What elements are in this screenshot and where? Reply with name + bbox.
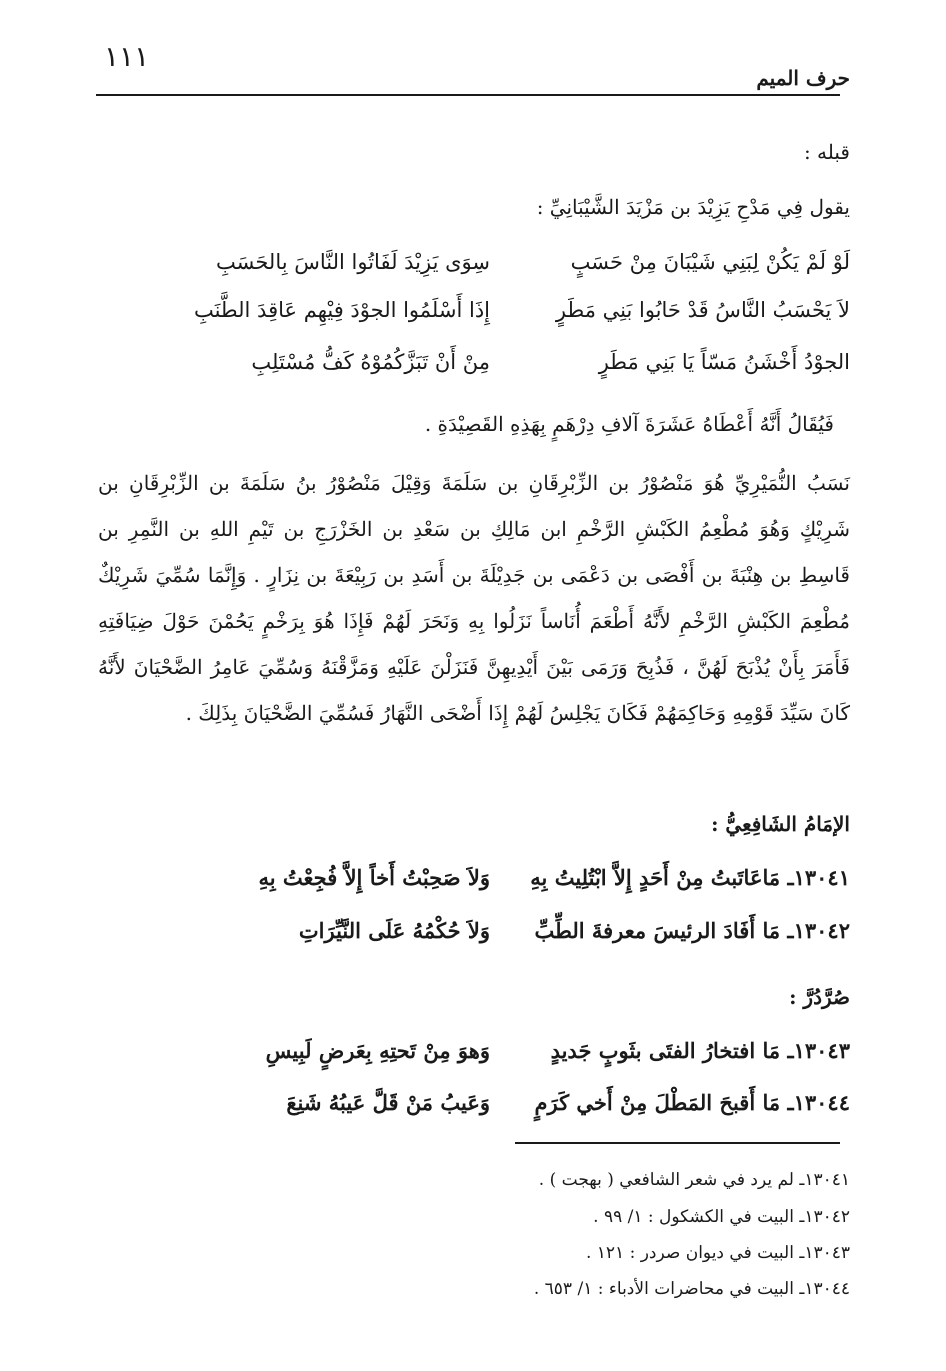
verse-13042-left: وَلاَ حُكْمُهُ عَلَى النَّيِّرَاتِ xyxy=(298,918,490,943)
genealogy-paragraph: نَسَبُ النُّمَيْرِيِّ هُوَ مَنْصُوْرُ بن الزِّبْرِقَانِ بن سَلَمَةَ وَقِيْلَ مَنْصُوْرُ بنُ سَلَمَةَ بن الزِّبْرِقَانِ بن شَرِيْكٍ وَهُوَ مُطْعِمُ الكَبْشِ الرَّخْمِ ابن مَالِكِ بن سَعْدِ بن الخَزْرَجِ بن تَيْمِ اللهِ بن النَّمِرِ بن قَاسِطِ بن هِنْبَةَ بن أَفْصَى بن دَعْمَى بن جَدِيْلَةَ بن أَسَدِ بن رَبِيْعَةَ بن نِزَارٍ . وَإِنَّمَا سُمِّيَ شَرِيْكٌ مُطْعِمَ الكَبْشِ الرَّخْمِ لأَنَّهُ أَطْعَمَ أُنَاساً نَزَلُوا بِهِ وَنَحَرَ لَهُمْ فَإِذَا هُوَ بِرَخْمٍ يَحُمْنَ حَوْلَ ضِيَافَتِهِ فَأَمَرَ بِأَنْ يُذْبَحَ لَهُنَّ ، فَذُبِحَ وَرَمَى بَيْنَ أَيْدِيهِنَّ فَنَزَلْنَ عَلَيْهِ وَمَزَّقْنَهُ وَسُمِّيَ عَامِرُ الضَّحْيَانَ لأَنَّهُ كَانَ سَيِّدَ قَوْمِهِ وَحَاكِمَهُمْ فَكَانَ يَجْلِسُ لَهُمْ إِذَا أَضْحَى النَّهَارُ فَسُمِّيَ الضَّحْيَانَ بِذَلِكَ . xyxy=(98,471,850,725)
qablahu-label: قبله : xyxy=(803,140,850,164)
verse-13041-left: وَلاَ صَحِبْتُ أَخاً إِلاَّ فُجِعْتُ بِهِ xyxy=(258,865,490,890)
footnote-rule xyxy=(515,1142,840,1144)
verse-13044-right: ١٣٠٤٤ـ مَا أَقبحَ المَطْلَ مِنْ أَخي كَرَمٍ xyxy=(534,1090,850,1115)
page-number: ١١١ xyxy=(104,40,150,73)
note-line: فَيُقَالُ أَنَّهُ أَعْطَاهُ عَشَرَةَ آلافِ دِرْهَمٍ بِهَذِهِ القَصِيْدَةِ . xyxy=(424,412,834,436)
verse-13042-right: ١٣٠٤٢ـ مَا أَفَادَ الرئيسَ معرفةَ الطِّبِّ xyxy=(534,918,850,943)
verse-13044-left: وَعَيبُ مَنْ قَلَّ عَيبُهُ شَنِعَ xyxy=(286,1090,490,1115)
footnote-13044: ١٣٠٤٤ـ البيت في محاضرات الأدباء : ١/ ٦٥٣ . xyxy=(533,1279,850,1299)
intro-line: يقول فِي مَدْحِ يَزِيْدَ بن مَزْيَدَ الشَّيْبَانِيِّ : xyxy=(536,195,850,219)
verse-1-hemistich-left: سِوَى يَزِيْدَ لَفَاتُوا النَّاسَ بِالحَسَبِ xyxy=(216,250,490,274)
verse-13043-left: وَهوَ مِنْ تَحتِهِ بِعَرضٍ لَبِيسِ xyxy=(265,1038,490,1063)
footnote-13042: ١٣٠٤٢ـ البيت في الكشكول : ١/ ٩٩ . xyxy=(593,1207,850,1227)
verse-3-hemistich-left: مِنْ أَنْ تَبَزَّكُمُوْهُ كَفُّ مُسْتَلِبِ xyxy=(251,350,490,374)
verse-13041-right: ١٣٠٤١ـ مَاعَاتَبتُ مِنْ أَحَدٍ إِلاَّ ابْتُلِيتُ بِهِ xyxy=(530,865,850,890)
verse-2-hemistich-left: إِذَا أَسْلَمُوا الجوْدَ فِيْهِم عَاقِدَ الطَّنَبِ xyxy=(193,298,490,322)
footnote-13043: ١٣٠٤٣ـ البيت في ديوان صردر : ١٢١ . xyxy=(585,1243,850,1263)
verse-2-hemistich-right: لاَ يَحْسَبُ النَّاسُ قَدْ حَابُوا بَنِي مَطَرٍ xyxy=(555,298,850,322)
verse-1-hemistich-right: لَوْ لَمْ يَكُنْ لِبَنِي شَيْبَانَ مِنْ حَسَبٍ xyxy=(570,250,850,274)
speaker-sardar: صُرَّدُرَّ : xyxy=(789,985,850,1009)
header-rule xyxy=(96,94,840,96)
speaker-shafii: الإمَامُ الشَافِعِيُّ : xyxy=(711,812,850,836)
footnote-13041: ١٣٠٤١ـ لم يرد في شعر الشافعي ( بهجت ) . xyxy=(538,1170,850,1190)
running-title: حرف الميم xyxy=(756,66,850,90)
verse-13043-right: ١٣٠٤٣ـ مَا افتخارُ الفتَى بثَوبٍ جَديدٍ xyxy=(550,1038,850,1063)
verse-3-hemistich-right: الجوْدُ أَخْشَنُ مَسّاً يَا بَنِي مَطَرٍ xyxy=(598,350,850,374)
